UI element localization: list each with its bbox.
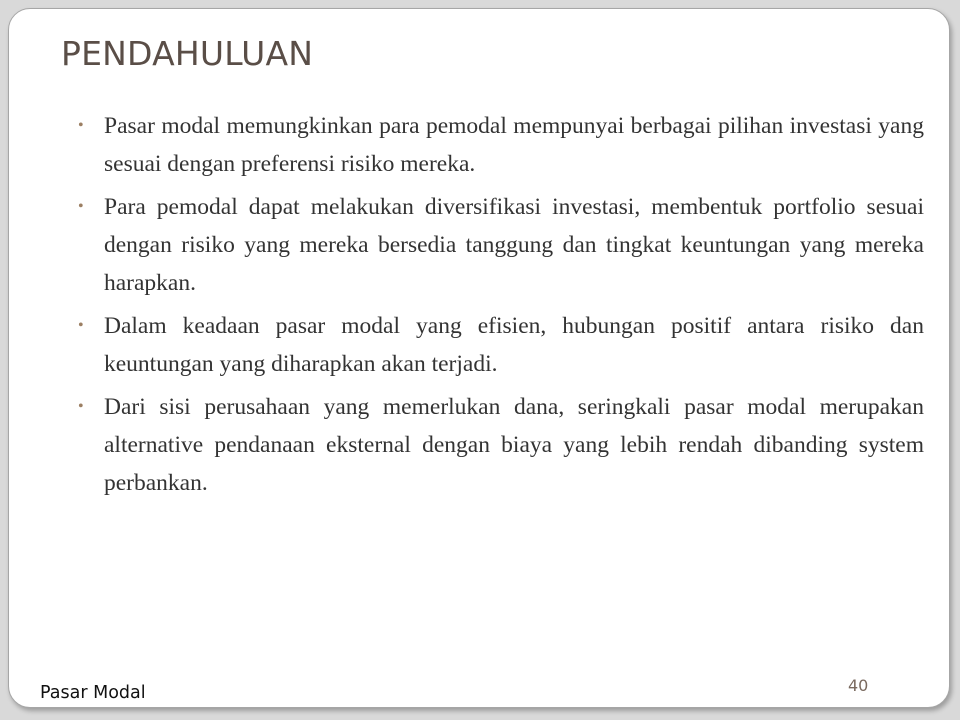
bullet-marker-icon: • [78,198,84,215]
bullet-text: Para pemodal dapat melakukan diversifikasi investasi, membentuk portfolio sesuai dengan risiko yang mereka bersedia tanggung dan tingkat keuntungan yang mereka harapkan. [104,194,924,296]
bullet-list [78,107,924,507]
slide-title: PENDAHULUAN [61,34,314,73]
bullet-item [78,388,924,502]
bullet-text: Dari sisi perusahaan yang memerlukan dana, seringkali pasar modal merupakan alternative pendanaan eksternal dengan biaya yang lebih rendah dibanding system perbankan. [104,394,924,496]
footer-label: Pasar Modal [40,683,146,703]
bullet-marker-icon: • [78,317,84,334]
page-number: 40 [848,676,869,695]
bullet-item [78,307,924,383]
bullet-text: Pasar modal memungkinkan para pemodal mempunyai berbagai pilihan investasi yang sesuai dengan preferensi risiko mereka. [104,113,924,177]
bullet-marker-icon: • [78,398,84,415]
bullet-text: Dalam keadaan pasar modal yang efisien, hubungan positif antara risiko dan keuntungan yang diharapkan akan terjadi. [104,313,924,377]
bullet-item [78,188,924,302]
bullet-item [78,107,924,183]
bullet-marker-icon: • [78,117,84,134]
